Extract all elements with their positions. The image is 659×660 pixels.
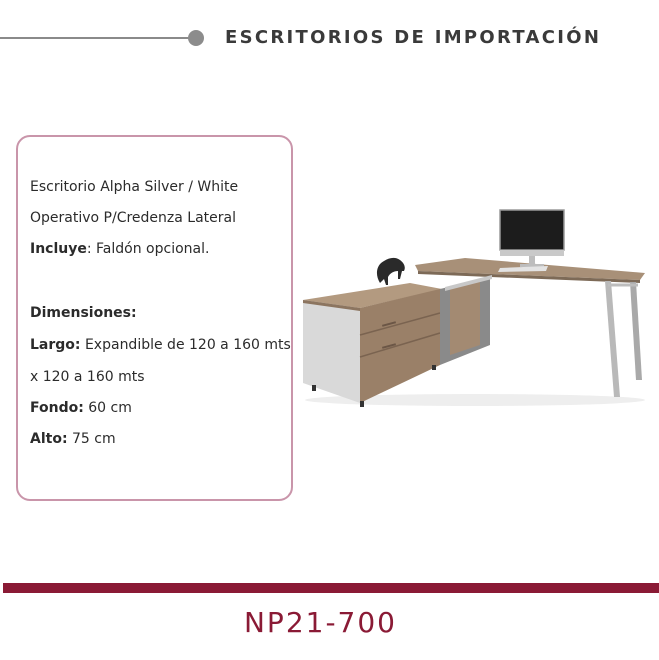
dimensions-heading bbox=[30, 304, 137, 322]
height-label: Alto: bbox=[30, 431, 68, 447]
page-title: ESCRITORIOS DE IMPORTACIÓN bbox=[225, 27, 602, 48]
includes-value: : Faldón opcional. bbox=[86, 241, 210, 257]
footer-accent-bar bbox=[3, 583, 659, 593]
description-line-2: Operativo P/Credenza Lateral bbox=[30, 210, 236, 226]
length-line bbox=[30, 336, 291, 354]
header-rule bbox=[0, 37, 192, 39]
length-line-continued: x 120 a 160 mts bbox=[30, 369, 145, 385]
depth-value: 60 cm bbox=[83, 400, 132, 416]
height-value: 75 cm bbox=[67, 431, 116, 447]
length-label: Largo: bbox=[30, 337, 81, 353]
depth-label: Fondo: bbox=[30, 400, 84, 416]
height-line bbox=[30, 430, 116, 448]
desk-product-image bbox=[300, 205, 650, 415]
description-line-1: Escritorio Alpha Silver / White bbox=[30, 179, 239, 195]
dimensions-heading-text: Dimensiones: bbox=[30, 305, 137, 321]
header-bullet-dot bbox=[188, 30, 204, 46]
product-code: NP21-700 bbox=[243, 606, 397, 639]
includes-label: Incluye bbox=[30, 241, 87, 257]
depth-line bbox=[30, 399, 132, 417]
length-value: Expandible de 120 a 160 mts bbox=[80, 337, 291, 353]
includes-line bbox=[30, 240, 209, 258]
